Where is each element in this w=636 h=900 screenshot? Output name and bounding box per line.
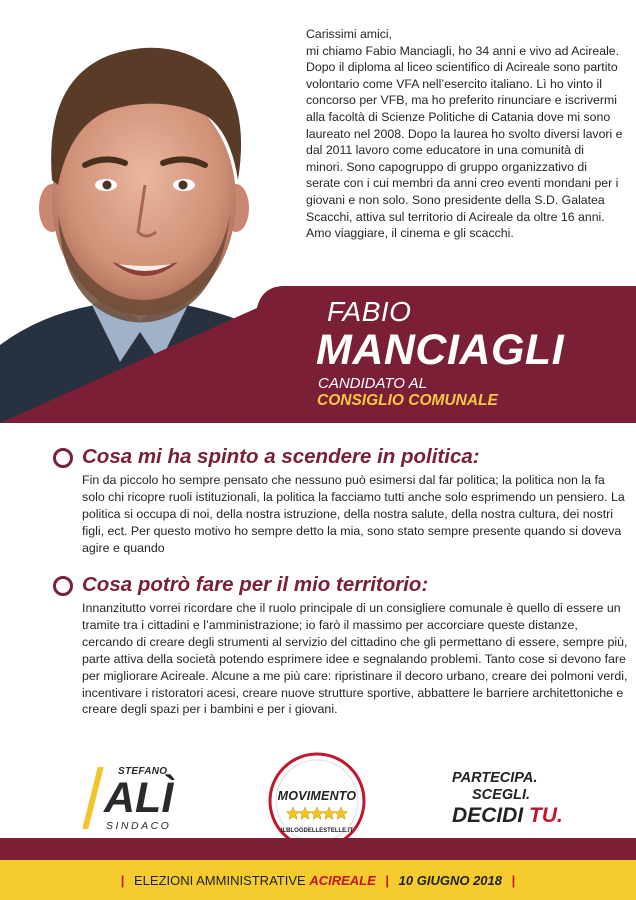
slogan-decidi: DECIDI xyxy=(452,804,524,827)
slogan xyxy=(452,770,563,828)
ali-sindaco-logo xyxy=(82,764,172,834)
footer-date: 10 GIUGNO 2018 xyxy=(398,873,502,888)
ali-logo-subtitle: SINDACO xyxy=(106,820,172,832)
intro-body: mi chiamo Fabio Manciagli, ho 34 anni e vivo ad Acireale. Dopo il diploma al liceo scientifico di Acireale sono partito volontario come VFA nell’esercito italiano. Lì ho vinto il concorso per VFB, ma ho preferito rinunciare e iscrivermi alla facoltà di Scienze Politiche di Catania dove mi sono laureato nel 2008. Dopo la laurea ho svolto diversi lavori e dal 2011 lavoro come educatore in una comunità di minori. Sono capogruppo di gruppo organizzativo di serate con i cui membri da anni creo eventi mondani per i giovani e non solo. Sono presidente della S.D. Galatea Scacchi, attiva sul territorio di Acireale da oltre 16 anni. Amo viaggiare, il cinema e gli scacchi. xyxy=(306,43,623,241)
ali-logo-firstname: STEFANO xyxy=(118,766,168,777)
slogan-line2: SCEGLI. xyxy=(472,787,531,803)
candidate-role-line2: CONSIGLIO COMUNALE xyxy=(317,392,498,409)
footer-label: ELEZIONI AMMINISTRATIVE xyxy=(134,873,306,888)
footer-city: ACIREALE xyxy=(309,873,376,888)
footer-election-line xyxy=(0,873,636,888)
section-text-territory: Innanzitutto vorrei ricordare che il ruolo principale di un consigliere comunale è quello di essere un tramite tra i cittadini e l’amministrazione; io farò il massimo per accorciare queste distanze, cercando di creare degli strumenti al servizio del cittadino che gli permettano di essere, sempre più, parte attiva della società potendo esprimere idee e segnalando problemi. Tanto cose si devono fare per migliorare Acireale. Alcune a me più care: ripristinare il decoro urbano, creare dei polmoni verdi, incentivare i ristoratori acesi, creare nuove strutture sportive, abbattere le barriere architettoniche e creare degli spazi per i bambini e per i giovani. xyxy=(82,601,628,717)
footer-separator: | xyxy=(511,873,516,888)
candidate-role-line1: CANDIDATO AL xyxy=(318,375,427,392)
section-heading-politics: Cosa mi ha spinto a scendere in politica: xyxy=(82,445,480,468)
m5s-logo-site: ILBLOGDELLESTELLE.IT xyxy=(280,828,354,834)
slogan-line3 xyxy=(452,804,563,828)
slogan-tu: TU. xyxy=(529,804,563,827)
ali-logo-name: ALÌ xyxy=(104,774,174,822)
movimento-5-stelle-logo xyxy=(268,752,366,850)
candidate-last-name: MANCIAGLI xyxy=(316,326,565,374)
footer-maroon-band xyxy=(0,838,636,860)
intro-greeting: Carissimi amici, xyxy=(306,27,393,41)
footer-separator: | xyxy=(385,873,390,888)
intro-text xyxy=(306,26,624,242)
candidate-first-name: FABIO xyxy=(327,296,412,327)
m5s-logo-word: MOVIMENTO xyxy=(277,789,357,803)
slogan-line1: PARTECIPA. xyxy=(452,770,538,786)
section-text-politics: Fin da piccolo ho sempre pensato che nessuno può esimersi dal far politica; la politica non la fa solo chi ricopre ruoli istituzionali, la politica la facciamo tutti anche solo esprimendo un pensiero. La politica si occupa di noi, della nostra istruzione, della nostra salute, della nostra cultura, dei nostri figli, ect. Per questo motivo ho sempre detto la mia, sono stato sempre presente quando si doveva agire e quando xyxy=(82,473,625,555)
section-heading-territory: Cosa potrò fare per il mio territorio: xyxy=(82,573,429,596)
footer-separator: | xyxy=(120,873,125,888)
ali-slash-shape xyxy=(82,767,103,829)
section-bullet-icon xyxy=(53,576,73,596)
section-bullet-icon xyxy=(53,448,73,468)
